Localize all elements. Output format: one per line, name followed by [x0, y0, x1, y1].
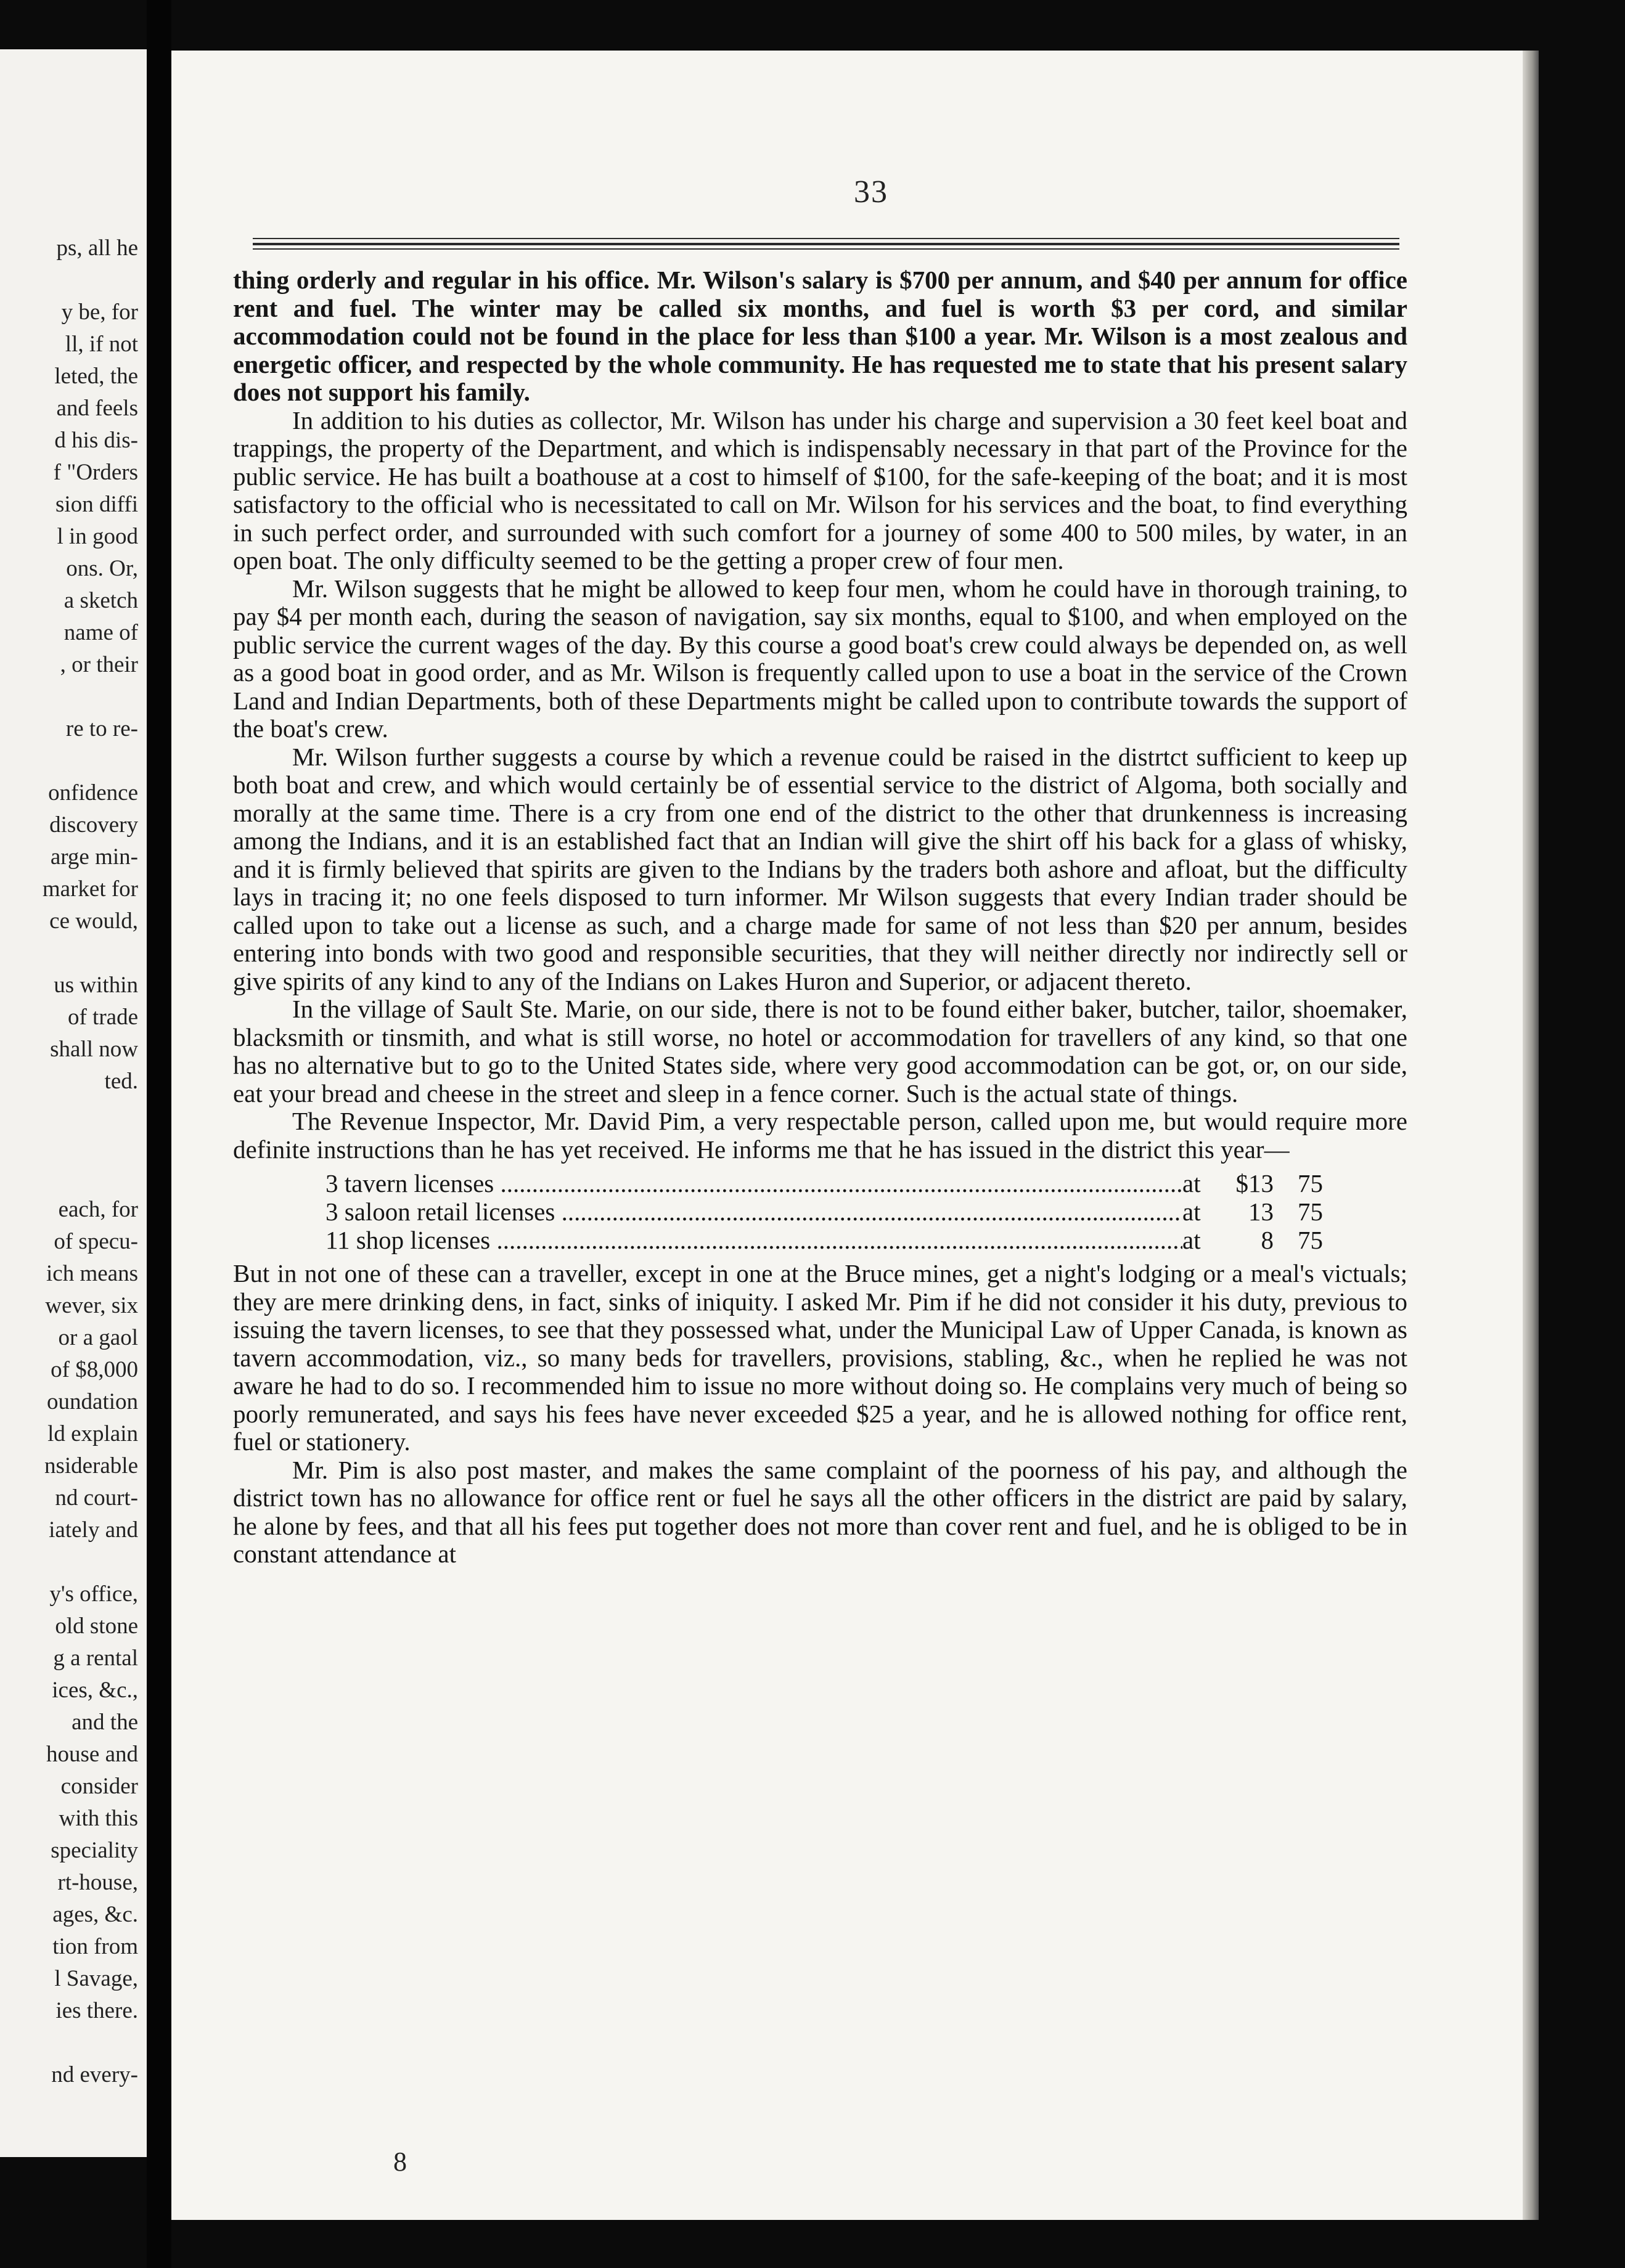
- license-label: 3 saloon retail licenses .....: [233, 1198, 1182, 1226]
- body-text: [233, 266, 1407, 1568]
- facing-page-line: and the: [72, 1710, 138, 1735]
- facing-page-line: house and: [46, 1742, 138, 1767]
- license-cents: 75: [1298, 1226, 1323, 1254]
- facing-page-line: speciality: [51, 1838, 138, 1863]
- license-at: at: [1182, 1226, 1201, 1254]
- facing-page-line: y be, for: [61, 300, 138, 325]
- facing-page-line: tion from: [52, 1934, 138, 1959]
- license-row: [233, 1226, 1407, 1255]
- facing-page-line: nd every-: [51, 2062, 138, 2087]
- facing-page-line: oundation: [47, 1389, 138, 1414]
- license-label: 3 tavern licenses .....: [233, 1170, 1182, 1198]
- facing-page-line: and feels: [56, 396, 138, 421]
- facing-page-line: us within: [54, 973, 138, 998]
- facing-page-line: nd court-: [55, 1485, 138, 1511]
- page-number: 33: [854, 174, 888, 210]
- license-dollars: $13: [1235, 1169, 1274, 1197]
- facing-page-line: leted, the: [54, 364, 138, 389]
- facing-page-line: ps, all he: [56, 235, 138, 261]
- license-label: 11 shop licenses .....: [233, 1226, 1182, 1255]
- facing-page-line: with this: [59, 1806, 138, 1831]
- facing-page-line: ices, &c.,: [52, 1678, 138, 1703]
- license-at: at: [1182, 1197, 1201, 1226]
- facing-page-line: re to re-: [65, 716, 138, 741]
- license-dollars: 13: [1248, 1197, 1274, 1226]
- facing-page-line: ld explain: [47, 1421, 138, 1446]
- facing-page-line: ons. Or,: [66, 556, 138, 581]
- license-cents: 75: [1298, 1169, 1323, 1197]
- facing-page-line: ies there.: [55, 1998, 138, 2023]
- paragraph: In addition to his duties as collector, Mr. Wilson has under his charge and supervision a 30 feet keel boat and trappings, the property of the Department, and which is indispensably necessary in that part of the Province for the public service. He has built a boathouse at a cost to himself of $100, for the safe-keeping of the boat; and it is most satisfactory to the official who is necessitated to call on Mr. Wilson for his services and the boat, to find everything in such perfect order, and surrounded with such comfort for a journey of some 400 to 500 miles, by water, in an open boat. The only difficulty seemed to be the getting a proper crew of four men.: [233, 406, 1407, 574]
- license-row: [233, 1170, 1407, 1198]
- book-gutter: [147, 0, 171, 2268]
- facing-page-line: , or their: [60, 652, 138, 677]
- facing-page-line: each, for: [58, 1197, 138, 1222]
- facing-page-line: or a gaol: [58, 1325, 138, 1350]
- facing-page-line: onfidence: [48, 780, 138, 806]
- facing-page-line: arge min-: [50, 844, 138, 870]
- license-dollars: 8: [1261, 1226, 1274, 1254]
- facing-page-line: d his dis-: [54, 428, 138, 453]
- facing-page-line: f "Orders: [53, 460, 138, 485]
- document-page: [171, 51, 1536, 2220]
- paragraph: Mr. Wilson further suggests a course by which a revenue could be raised in the distrtct sufficient to keep up both boat and crew, and which would certainly be of essential service to the district of Algoma, both socially and morally at the same time. There is a cry from one end of the district to the other that drunkenness is increasing among the Indians, and it is an established fact that an Indian will give the shirt off his back for a glass of whisky, and it is firmly believed that spirits are given to the Indians by the traders both ashore and afloat, but the difficulty lays in tracing it; no one feels disposed to turn informer. Mr Wilson suggests that every Indian trader should be called upon to take out a license as such, and a charge made for same of not less than $20 per annum, besides entering into bonds with two good and responsible securities, that they will neither directly nor indirectly sell or give spirits of any kind to any of the Indians on Lakes Huron and Superior, or adjacent thereto.: [233, 742, 1407, 995]
- facing-page-line: of specu-: [54, 1229, 138, 1254]
- facing-page-line: discovery: [49, 812, 138, 838]
- page-edge-shadow: [1523, 51, 1539, 2220]
- paragraph: But in not one of these can a traveller, except in one at the Bruce mines, get a night's lodging or a meal's victuals; they are mere drinking dens, in fact, sinks of iniquity. I asked Mr. Pim if he did not consider it his duty, previous to issuing the tavern licenses, to see that they possessed what, under the Municipal Law of Upper Canada, is known as tavern accommodation, viz., so many beds for travellers, provisions, stabling, &c., when he replied he was not aware he had to do so. I recommended him to issue no more without doing so. He complains very much of being so poorly remunerated, and says his fees have never exceeded $25 a year, and he is allowed nothing for office rent, fuel or stationery.: [233, 1259, 1407, 1456]
- facing-page-line: ages, &c.: [52, 1902, 138, 1927]
- facing-page-line: iately and: [49, 1517, 138, 1543]
- paragraph: thing orderly and regular in his office. Mr. Wilson's salary is $700 per annum, and $40 per annum for office rent and fuel. The winter may be called six months, and fuel is worth $3 per cord, and similar accommodation could not be found in the place for less than $100 a year. Mr. Wilson is a most zealous and energetic officer, and respected by the whole community. He has requested me to state that his present salary does not support his family.: [233, 266, 1407, 406]
- facing-page-line: l Savage,: [54, 1966, 138, 1991]
- signature-mark: 8: [393, 2147, 407, 2177]
- facing-page-line: ted.: [104, 1069, 138, 1094]
- facing-page-line: y's office,: [49, 1581, 138, 1607]
- facing-page-line: of trade: [67, 1005, 138, 1030]
- license-at: at: [1182, 1169, 1201, 1197]
- facing-page-line: g a rental: [53, 1646, 138, 1671]
- license-table: [233, 1170, 1407, 1255]
- facing-page-line: wever, six: [45, 1293, 138, 1318]
- license-row: [233, 1198, 1407, 1226]
- paragraph: The Revenue Inspector, Mr. David Pim, a very respectable person, called upon me, but would require more definite instructions than he has yet received. He informs me that he has issued in the district this year—: [233, 1107, 1407, 1164]
- paragraph: Mr. Pim is also post master, and makes the same complaint of the poorness of his pay, and although the district town has no allowance for office rent or fuel he says all the other officers in the district are paid by salary, he alone by fees, and that all his fees put together does not more than cover rent and fuel, and he is obliged to be in constant attendance at: [233, 1455, 1407, 1568]
- license-cents: 75: [1298, 1197, 1323, 1226]
- paragraph: In the village of Sault Ste. Marie, on our side, there is not to be found either baker, butcher, tailor, shoemaker, blacksmith or tinsmith, and what is still worse, no hotel or accommodation for travellers of any kind, so that one has no alternative but to go to the United States side, where very good accommodation can be got, or, on our side, eat your bread and cheese in the street and sleep in a fence corner. Such is the actual state of things.: [233, 995, 1407, 1107]
- facing-page-fragment: [0, 49, 147, 2157]
- paragraph: Mr. Wilson suggests that he might be allowed to keep four men, whom he could have in thorough training, to pay $4 per month each, during the season of navigation, say six months, equal to $100, and when employed on the public service the current wages of the day. By this course a good boat's crew could always be depended on, as well as a good boat in good order, and as Mr. Wilson is frequently called upon to use a boat in the service of the Crown Land and Indian Departments, both of these Departments might be called upon to contribute towards the support of the boat's crew.: [233, 574, 1407, 743]
- facing-page-line: market for: [42, 876, 138, 902]
- facing-page-line: ll, if not: [65, 332, 138, 357]
- facing-page-line: shall now: [50, 1037, 138, 1062]
- facing-page-line: old stone: [55, 1613, 138, 1639]
- facing-page-line: consider: [60, 1774, 138, 1799]
- facing-page-line: ich means: [46, 1261, 138, 1286]
- facing-page-line: a sketch: [63, 588, 138, 613]
- header-rule: [253, 235, 1399, 260]
- facing-page-line: rt-house,: [57, 1870, 138, 1895]
- facing-page-line: of $8,000: [51, 1357, 138, 1382]
- facing-page-line: name of: [63, 620, 138, 645]
- facing-page-line: nsiderable: [44, 1453, 138, 1479]
- facing-page-line: l in good: [57, 524, 138, 549]
- facing-page-line: sion diffi: [55, 492, 138, 517]
- facing-page-line: ce would,: [49, 908, 138, 934]
